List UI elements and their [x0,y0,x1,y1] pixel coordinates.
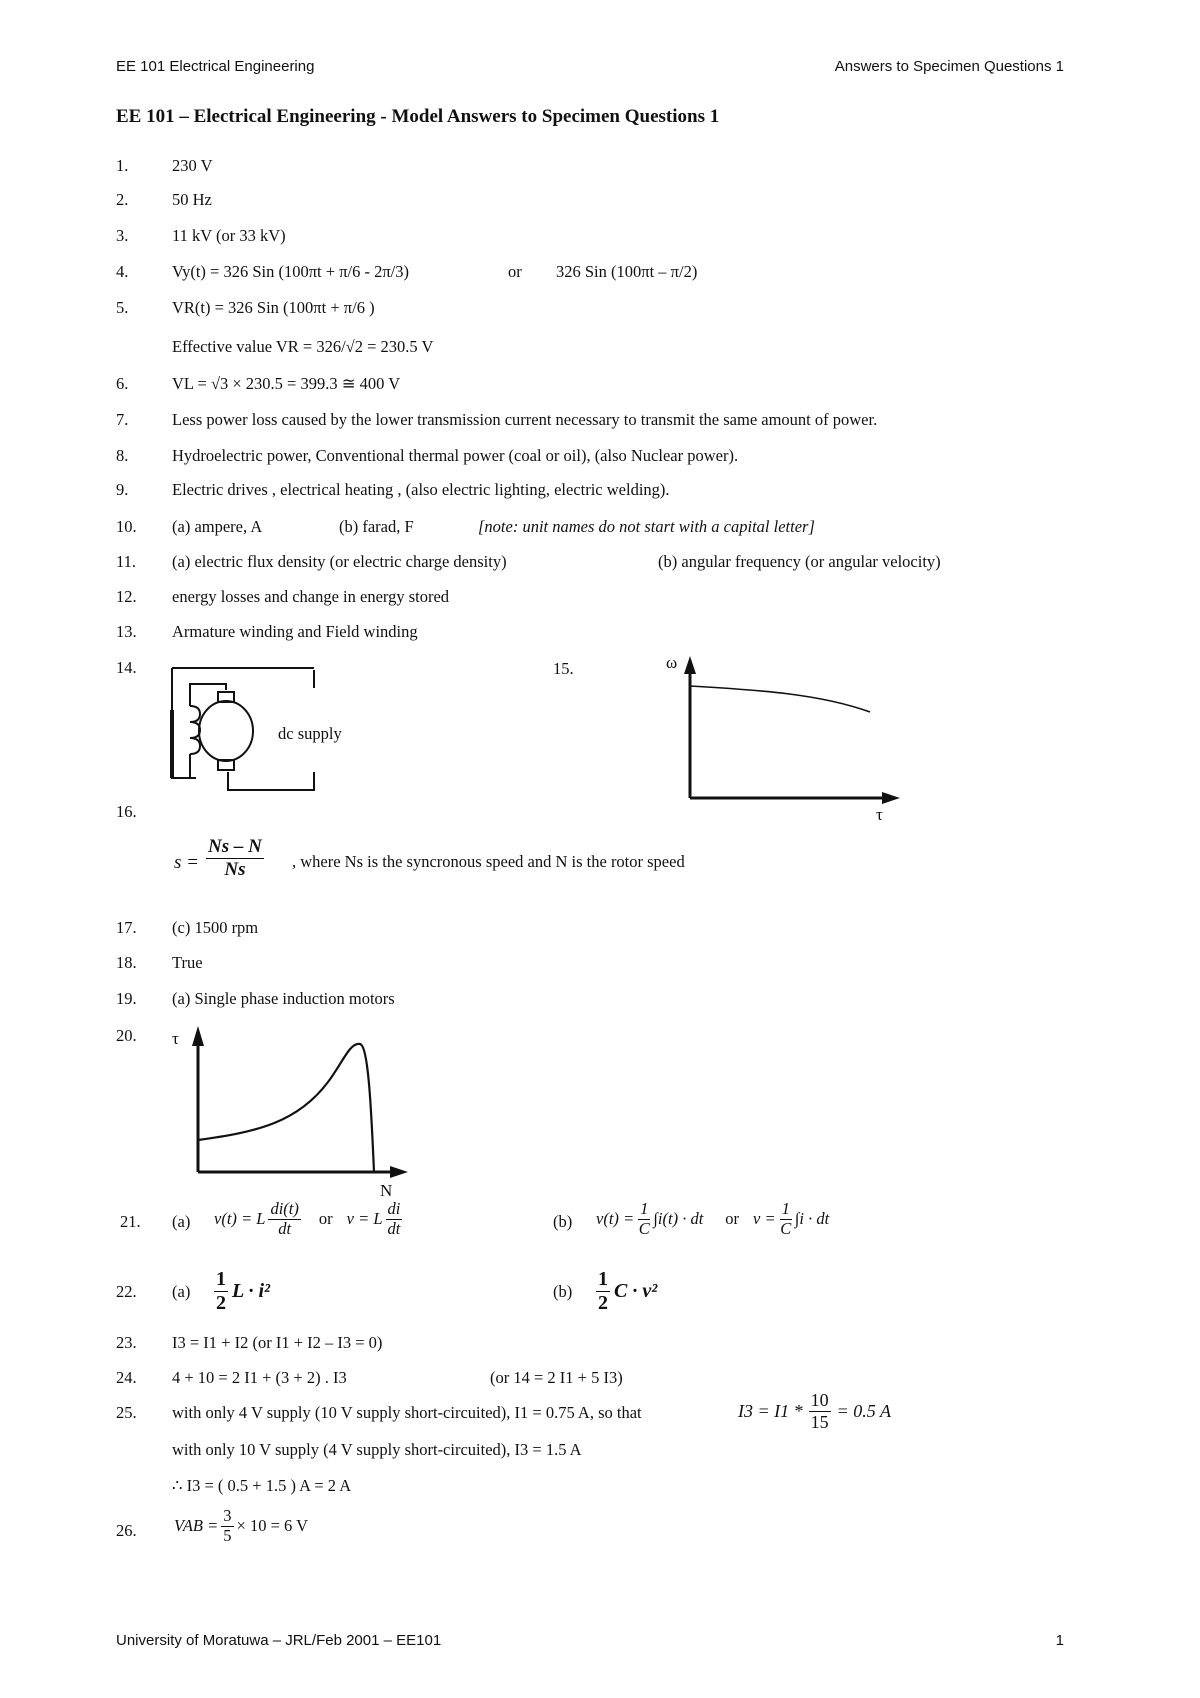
answer-6: VL = √3 × 230.5 = 399.3 ≅ 400 V [172,374,401,393]
eq-denominator: 15 [810,1411,829,1432]
energy-denominator: 2 [598,1292,608,1314]
n-axis-label: N [380,1181,393,1200]
torque-speed-curve [168,1022,418,1200]
energy-denominator: 2 [216,1292,226,1314]
answer-19: (a) Single phase induction motors [172,989,395,1008]
answer-21-b-label: (b) [553,1212,573,1231]
question-number: 11. [116,552,137,571]
eq-numerator-alt: di [387,1199,401,1218]
question-number: 25. [116,1403,137,1422]
slip-fraction [206,836,264,881]
inductor-voltage-equation [214,1200,402,1239]
answer-18: True [172,953,203,972]
page-number: 1 [1055,1632,1064,1649]
energy-expression: L · i² [232,1280,271,1302]
question-number: 6. [116,374,129,393]
question-number: 7. [116,410,129,429]
slip-denominator: Ns [224,859,246,880]
question-number: 10. [116,517,137,536]
eq-numerator: 3 [223,1506,232,1525]
question-number: 12. [116,587,137,606]
question-number: 9. [116,480,129,499]
eq-rhs-alt: ∫i · dt [794,1209,830,1229]
omega-axis-label: ω [666,653,678,672]
answer-25-line-1: with only 4 V supply (10 V supply short-circuited), I1 = 0.75 A, so that [172,1403,642,1422]
question-number: 22. [116,1282,137,1301]
answer-25-equation [738,1390,891,1432]
eq-denominator: 5 [223,1525,232,1545]
answer-24-alt: (or 14 = 2 I1 + 5 I3) [490,1368,623,1387]
eq-lhs: v(t) = L [214,1209,266,1229]
answer-11-b: (b) angular frequency (or angular velocity) [658,552,941,571]
answer-5-effective: Effective value VR = 326/√2 = 230.5 V [172,337,434,356]
question-number: 4. [116,262,129,281]
eq-lhs: VAB = [174,1516,219,1536]
answer-7: Less power loss caused by the lower transmission current necessary to transmit the same amount of power. [172,410,878,429]
answer-11-a: (a) electric flux density (or electric charge density) [172,552,507,571]
question-number: 18. [116,953,137,972]
eq-rhs: = 0.5 A [836,1400,891,1421]
answer-17: (c) 1500 rpm [172,918,259,937]
answer-4-or: or [508,262,522,281]
energy-expression: C · v² [614,1280,658,1302]
question-number: 16. [116,802,137,821]
eq-or: or [318,1209,333,1229]
question-number: 15. [553,659,574,678]
answer-22-b-label: (b) [553,1282,573,1301]
eq-denominator: C [638,1218,650,1238]
capacitor-energy-expression [596,1268,657,1315]
question-number: 24. [116,1368,137,1387]
speed-torque-graph [660,650,910,825]
answer-2: 50 Hz [172,190,212,209]
inductor-energy-expression [214,1268,270,1315]
question-number: 8. [116,446,129,465]
answer-5: VR(t) = 326 Sin (100πt + π/6 ) [172,298,375,317]
slip-description: , where Ns is the syncronous speed and N is the rotor speed [292,852,685,871]
capacitor-voltage-equation [596,1200,829,1239]
energy-numerator: 1 [216,1268,226,1290]
question-number: 21. [120,1212,141,1231]
answer-1: 230 V [172,156,213,175]
eq-denominator-alt: dt [387,1218,401,1238]
eq-numerator: 10 [810,1390,829,1410]
answer-10-note: [note: unit names do not start with a capital letter] [478,517,815,536]
question-number: 1. [116,156,129,175]
document-title: EE 101 – Electrical Engineering - Model Answers to Specimen Questions 1 [116,106,720,127]
slip-symbol: s = [174,852,199,873]
eq-lhs-alt: v = [753,1209,776,1229]
answer-26-equation [174,1507,308,1546]
answer-3: 11 kV (or 33 kV) [172,226,286,245]
answer-21-a-label: (a) [172,1212,191,1231]
eq-lhs-alt: v = L [346,1209,383,1229]
question-number: 19. [116,989,137,1008]
question-number: 14. [116,658,137,677]
page-header-right: Answers to Specimen Questions 1 [834,58,1064,75]
tau-axis-label: τ [172,1029,179,1048]
answer-23: I3 = I1 + I2 (or I1 + I2 – I3 = 0) [172,1333,383,1352]
question-number: 13. [116,622,137,641]
answer-9: Electric drives , electrical heating , (also electric lighting, electric welding). [172,480,670,499]
answer-12: energy losses and change in energy stored [172,587,450,606]
question-number: 20. [116,1026,137,1045]
answer-10-a: (a) ampere, A [172,517,263,536]
eq-lhs: I3 = I1 * [738,1400,803,1421]
energy-numerator: 1 [598,1268,608,1290]
eq-or: or [725,1209,740,1229]
answer-25-line-3: ∴ I3 = ( 0.5 + 1.5 ) A = 2 A [172,1476,352,1495]
tau-axis-label: τ [876,805,883,824]
answer-22-a-label: (a) [172,1282,191,1301]
eq-rhs: × 10 = 6 V [236,1516,309,1536]
eq-rhs: ∫i(t) · dt [653,1209,704,1229]
question-number: 23. [116,1333,137,1352]
eq-numerator: di(t) [270,1199,299,1218]
page-header-left: EE 101 Electrical Engineering [116,58,315,75]
question-number: 17. [116,918,137,937]
answer-13: Armature winding and Field winding [172,622,418,641]
question-number: 26. [116,1521,137,1540]
eq-denominator: dt [278,1218,292,1238]
answer-4-expression-alt: 326 Sin (100πt – π/2) [556,262,698,281]
answer-4-expression: Vy(t) = 326 Sin (100πt + π/6 - 2π/3) [172,262,410,281]
slip-numerator: Ns – N [208,836,262,857]
eq-numerator-alt: 1 [781,1199,790,1218]
question-number: 5. [116,298,129,317]
answer-24: 4 + 10 = 2 I1 + (3 + 2) . I3 [172,1368,347,1387]
dc-supply-label: dc supply [278,724,342,743]
page-footer-left: University of Moratuwa – JRL/Feb 2001 – EE101 [116,1632,442,1649]
eq-numerator: 1 [640,1199,649,1218]
answer-25-line-2: with only 10 V supply (4 V supply short-circuited), I3 = 1.5 A [172,1440,582,1459]
eq-denominator-alt: C [780,1218,792,1238]
eq-lhs: v(t) = [596,1209,635,1229]
question-number: 2. [116,190,129,209]
answer-10-b: (b) farad, F [339,517,414,536]
answer-8: Hydroelectric power, Conventional thermal power (coal or oil), (also Nuclear power). [172,446,739,465]
question-number: 3. [116,226,129,245]
